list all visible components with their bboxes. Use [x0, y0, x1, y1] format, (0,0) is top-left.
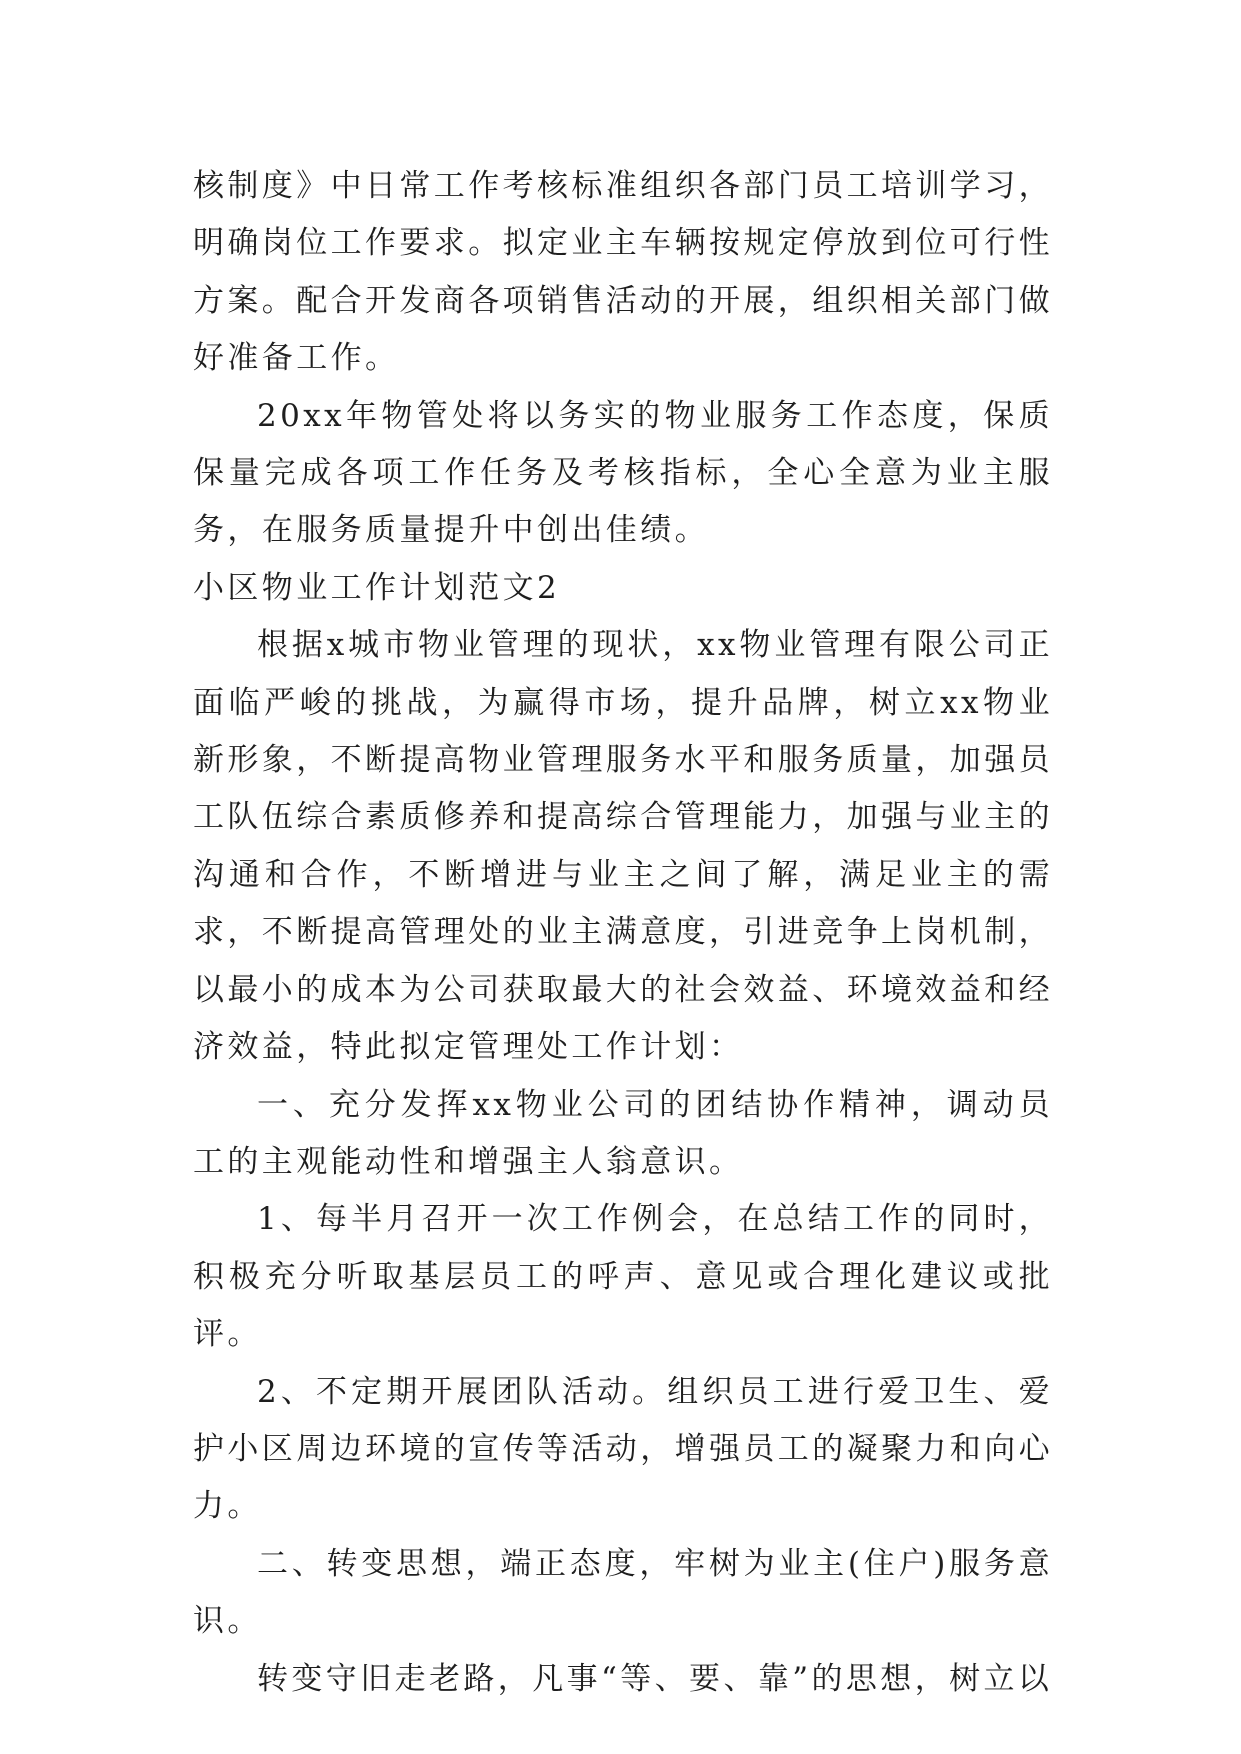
paragraph-point-one: 一、充分发挥xx物业公司的团结协作精神，调动员工的主观能动性和增强主人翁意识。	[193, 1086, 1053, 1180]
section-heading: 小区物业工作计划范文2	[193, 569, 561, 606]
document-body	[193, 158, 1053, 1708]
paragraph-annual-goal: 20xx年物管处将以务实的物业服务工作态度，保质保量完成各项工作任务及考核指标，全心全意为业主服务，在服务质量提升中创出佳绩。	[193, 397, 1053, 549]
paragraph-item-1: 1、每半月召开一次工作例会，在总结工作的同时，积极充分听取基层员工的呼声、意见或合理化建议或批评。	[193, 1201, 1053, 1353]
paragraph-item-2: 2、不定期开展团队活动。组织员工进行爱卫生、爱护小区周边环境的宣传等活动，增强员工的凝聚力和向心力。	[193, 1373, 1053, 1525]
paragraph-intro: 根据x城市物业管理的现状，xx物业管理有限公司正面临严峻的挑战，为赢得市场，提升品牌，树立xx物业新形象，不断提高物业管理服务水平和服务质量，加强员工队伍综合素质修养和提高综合管理能力，加强与业主的沟通和合作，不断增进与业主之间了解，满足业主的需求，不断提高管理处的业主满意度，引进竞争上岗机制，以最小的成本为公司获取最大的社会效益、环境效益和经济效益，特此拟定管理处工作计划：	[193, 627, 1053, 1066]
paragraph-exam-system: 核制度》中日常工作考核标准组织各部门员工培训学习，明确岗位工作要求。拟定业主车辆按规定停放到位可行性方案。配合开发商各项销售活动的开展，组织相关部门做好准备工作。	[193, 168, 1053, 377]
paragraph-mindset: 转变守旧走老路，凡事“等、要、靠”的思想，树立以	[257, 1660, 1053, 1697]
paragraph-point-two: 二、转变思想，端正态度，牢树为业主(住户)服务意识。	[193, 1545, 1053, 1640]
